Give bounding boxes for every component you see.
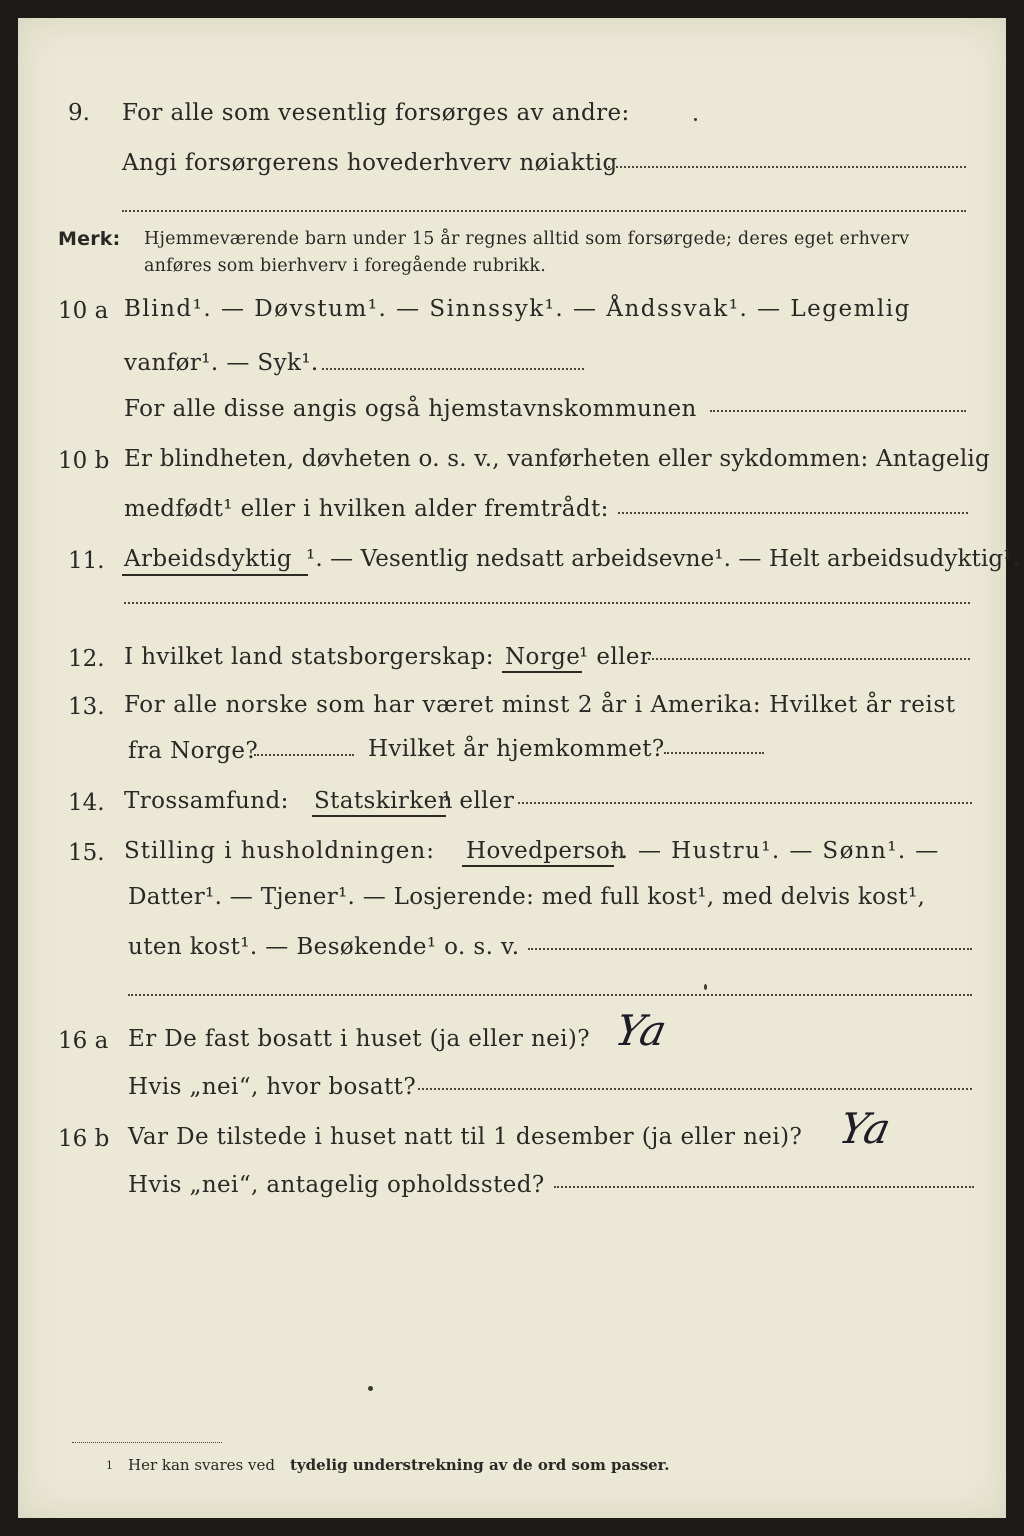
q10b-line2: medfødt¹ eller i hvilken alder fremtrådt: [124,496,609,522]
q10a-answer-line [322,368,584,370]
q14-text: Trossamfund: [124,788,289,814]
footnote-mark: 1 [106,1459,113,1472]
q14-answer-line [518,802,972,804]
q9-answer-line-2 [122,210,966,212]
q14-number: 14. [68,790,105,816]
merk-label: Merk: [58,228,121,250]
q15-line1b: ¹. — Hustru¹. — Sønn¹. — [610,838,940,864]
q16a-answer-line [418,1088,972,1090]
q14-underline [312,815,446,817]
q9-line2: Angi forsørgerens hovederhverv nøiaktig [122,150,618,176]
q11-number: 11. [68,548,105,574]
q10a-line2: vanfør¹. — Syk¹. [124,350,319,376]
q12-number: 12. [68,646,105,672]
q16b-line1: Var De tilstede i huset natt til 1 desember (ja eller nei)? [128,1124,803,1150]
q11-option-arbeidsdyktig: Arbeidsdyktig [124,546,292,572]
q15-answer-line-2 [128,994,972,996]
q12-rest: ¹ eller [579,644,652,670]
q16b-number: 16 b [58,1126,110,1152]
q11-answer-line [124,602,970,604]
merk-line2: anføres som bierhverv i foregående rubrikk. [144,256,546,276]
q12-text: I hvilket land statsborgerskap: [124,644,494,670]
q9-number: 9. [68,100,90,126]
q13-line1: For alle norske som har været minst 2 år i Amerika: Hvilket år reist [124,692,956,718]
q16a-line1: Er De fast bosatt i huset (ja eller nei)? [128,1026,591,1052]
q10a-line1: Blind¹. — Døvstum¹. — Sinnssyk¹. — Åndssvak¹. — Legemlig [124,296,911,322]
q15-answer-line [528,948,972,950]
q12-answer-line [648,658,970,660]
q13-reist-line [254,754,354,756]
census-form-page [18,18,1020,1518]
q9-answer-line [608,166,966,168]
q15-option-hovedperson: Hovedperson [466,838,626,864]
q10a-number: 10 a [58,298,109,324]
q10a-hjemstavn-line [710,410,966,412]
q10b-number: 10 b [58,448,110,474]
q16b-answer-line [554,1186,974,1188]
q14-rest: ¹ eller [442,788,515,814]
q13-hjemkommet-line [664,752,764,754]
q16b-handwritten-answer: Ya [834,1104,895,1153]
q12-underline [502,671,582,673]
ink-speck [694,118,697,121]
q11-rest: ¹. — Vesentlig nedsatt arbeidsevne¹. — Helt arbeidsudyktig¹. [306,546,1020,572]
ink-speck [704,984,707,990]
q15-line1a: Stilling i husholdningen: [124,838,435,864]
q13-line2a: fra Norge? [128,738,259,764]
q15-line2: Datter¹. — Tjener¹. — Losjerende: med full kost¹, med delvis kost¹, [128,884,926,910]
q13-line2b: Hvilket år hjemkommet? [368,736,665,762]
footnote-text-a: Her kan svares ved [128,1456,275,1474]
merk-line1: Hjemmeværende barn under 15 år regnes alltid som forsørgede; deres eget erhverv [144,229,910,249]
q9-line1: For alle som vesentlig forsørges av andre: [122,100,630,126]
q10b-answer-line [618,512,968,514]
q12-option-norge: Norge [505,644,581,670]
q15-underline [462,865,614,867]
q15-line3: uten kost¹. — Besøkende¹ o. s. v. [128,934,520,960]
ink-speck [368,1386,373,1391]
q10a-line3: For alle disse angis også hjemstavnskommunen [124,396,697,422]
footnote-rule [72,1442,222,1443]
q16a-line2: Hvis „nei“, hvor bosatt? [128,1074,417,1100]
footnote-text-b: tydelig understrekning av de ord som passer. [290,1456,670,1474]
q16b-line2: Hvis „nei“, antagelig opholdssted? [128,1172,545,1198]
q15-number: 15. [68,840,105,866]
q13-number: 13. [68,694,105,720]
q10b-line1: Er blindheten, døvheten o. s. v., vanførheten eller sykdommen: Antagelig [124,446,990,472]
q16a-number: 16 a [58,1028,109,1054]
q14-option-statskirken: Statskirken [314,788,453,814]
q16a-handwritten-answer: Ya [610,1006,671,1055]
q11-underline [122,574,308,576]
